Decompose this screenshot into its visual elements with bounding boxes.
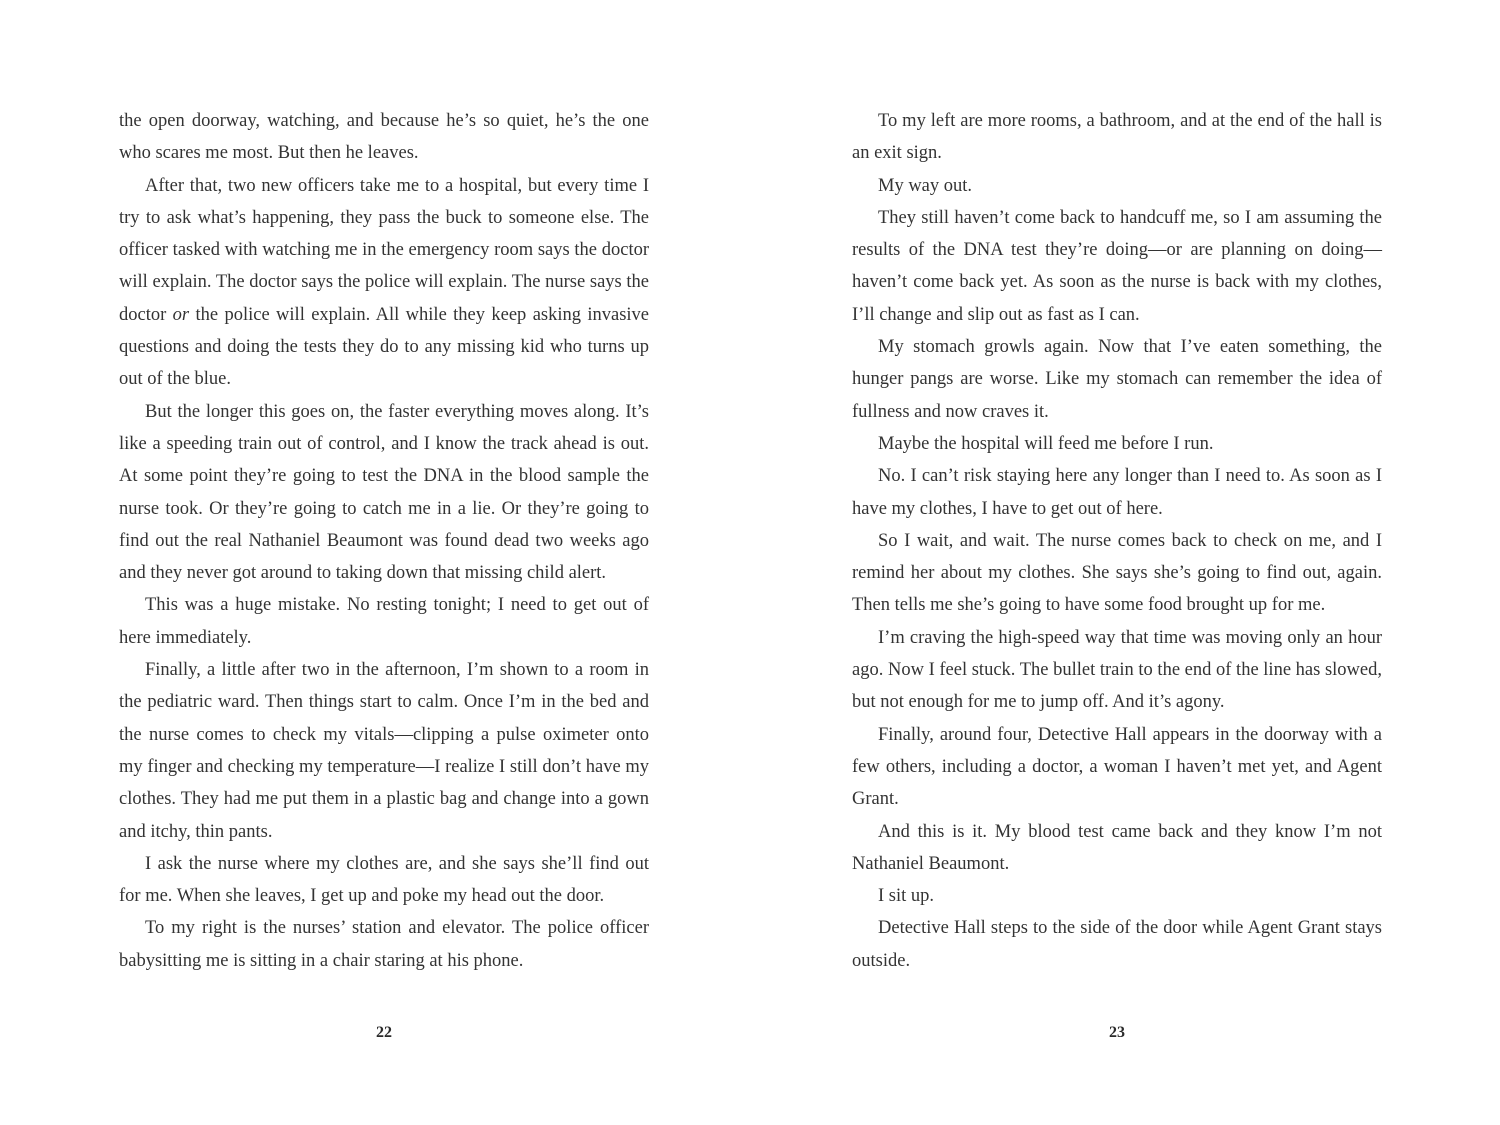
paragraph: And this is it. My blood test came back and they know I’m not Nathaniel Beaumont.: [852, 821, 1382, 874]
paragraph: My stomach growls again. Now that I’ve eaten something, the hunger pangs are worse. Like my stomach can remember the idea of fullness and now craves it.: [852, 337, 1382, 422]
page-number: 23: [1109, 1024, 1125, 1041]
paragraph: But the longer this goes on, the faster everything moves along. It’s like a speeding train out of control, and I know the track ahead is out. At some point they’re going to test the DNA in the blood sample the nurse took. Or they’re going to catch me in a lie. Or they’re going to find out the real Nathaniel Beaumont was found dead two weeks ago and they never got around to taking down that missing child alert.: [119, 401, 649, 584]
paragraph: the open doorway, watching, and because he’s so quiet, he’s the one who scares me most. But then he leaves.: [119, 111, 649, 164]
paragraph: So I wait, and wait. The nurse comes back to check on me, and I remind her about my clothes. She says she’s going to find out, again. Then tells me she’s going to have some food brought up for me.: [852, 530, 1382, 616]
italic-word: or: [172, 304, 190, 325]
paragraph: Finally, around four, Detective Hall appears in the doorway with a few others, including a doctor, a woman I haven’t met yet, and Agent Grant.: [852, 724, 1382, 810]
paragraph: I’m craving the high-speed way that time was moving only an hour ago. Now I feel stuck. The bullet train to the end of the line has slowed, but not enough for me to jump off. And it’s agony.: [852, 627, 1382, 713]
paragraph: To my left are more rooms, a bathroom, and at the end of the hall is an exit sign.: [852, 111, 1382, 164]
paragraph: I sit up.: [878, 886, 935, 907]
left-page: [119, 105, 649, 1045]
paragraph: My way out.: [878, 175, 973, 196]
left-page-text: [119, 105, 649, 977]
paragraph: They still haven’t come back to handcuff me, so I am assuming the results of the DNA test they’re doing—or are planning on doing—haven’t come back yet. As soon as the nurse is back with my clothes, I’ll change and slip out as fast as I can.: [852, 207, 1382, 325]
paragraph: To my right is the nurses’ station and elevator. The police officer babysitting me is sitting in a chair staring at his phone.: [119, 918, 649, 971]
paragraph: Maybe the hospital will feed me before I run.: [878, 433, 1214, 454]
right-page: [852, 105, 1382, 1045]
right-page-text: [852, 105, 1382, 977]
page-number: 22: [376, 1024, 392, 1041]
paragraph: This was a huge mistake. No resting tonight; I need to get out of here immediately.: [119, 595, 649, 648]
paragraph: Finally, a little after two in the afternoon, I’m shown to a room in the pediatric ward. Then things start to calm. Once I’m in the bed and the nurse comes to check my vitals—clipping a pulse oximeter onto my finger and checking my temperature—I realize I still don’t have my clothes. They had me put them in a plastic bag and change into a gown and itchy, thin pants.: [119, 660, 649, 842]
paragraph-text: After that, two new officers take me to a hospital, but every time I try to ask what’s happening, they pass the buck to someone else. The officer tasked with watching me in the emergency room says the doctor will explain. The doctor says the police will explain. The nurse says the doctor: [119, 175, 649, 325]
paragraph: [119, 170, 649, 396]
paragraph-text: the police will explain. All while they keep asking invasive questions and doing the tests they do to any missing kid who turns up out of the blue.: [119, 304, 650, 390]
paragraph: No. I can’t risk staying here any longer than I need to. As soon as I have my clothes, I have to get out of here.: [852, 466, 1382, 519]
paragraph: I ask the nurse where my clothes are, and she says she’ll find out for me. When she leaves, I get up and poke my head out the door.: [119, 853, 649, 907]
paragraph: Detective Hall steps to the side of the door while Agent Grant stays outside.: [852, 918, 1382, 971]
